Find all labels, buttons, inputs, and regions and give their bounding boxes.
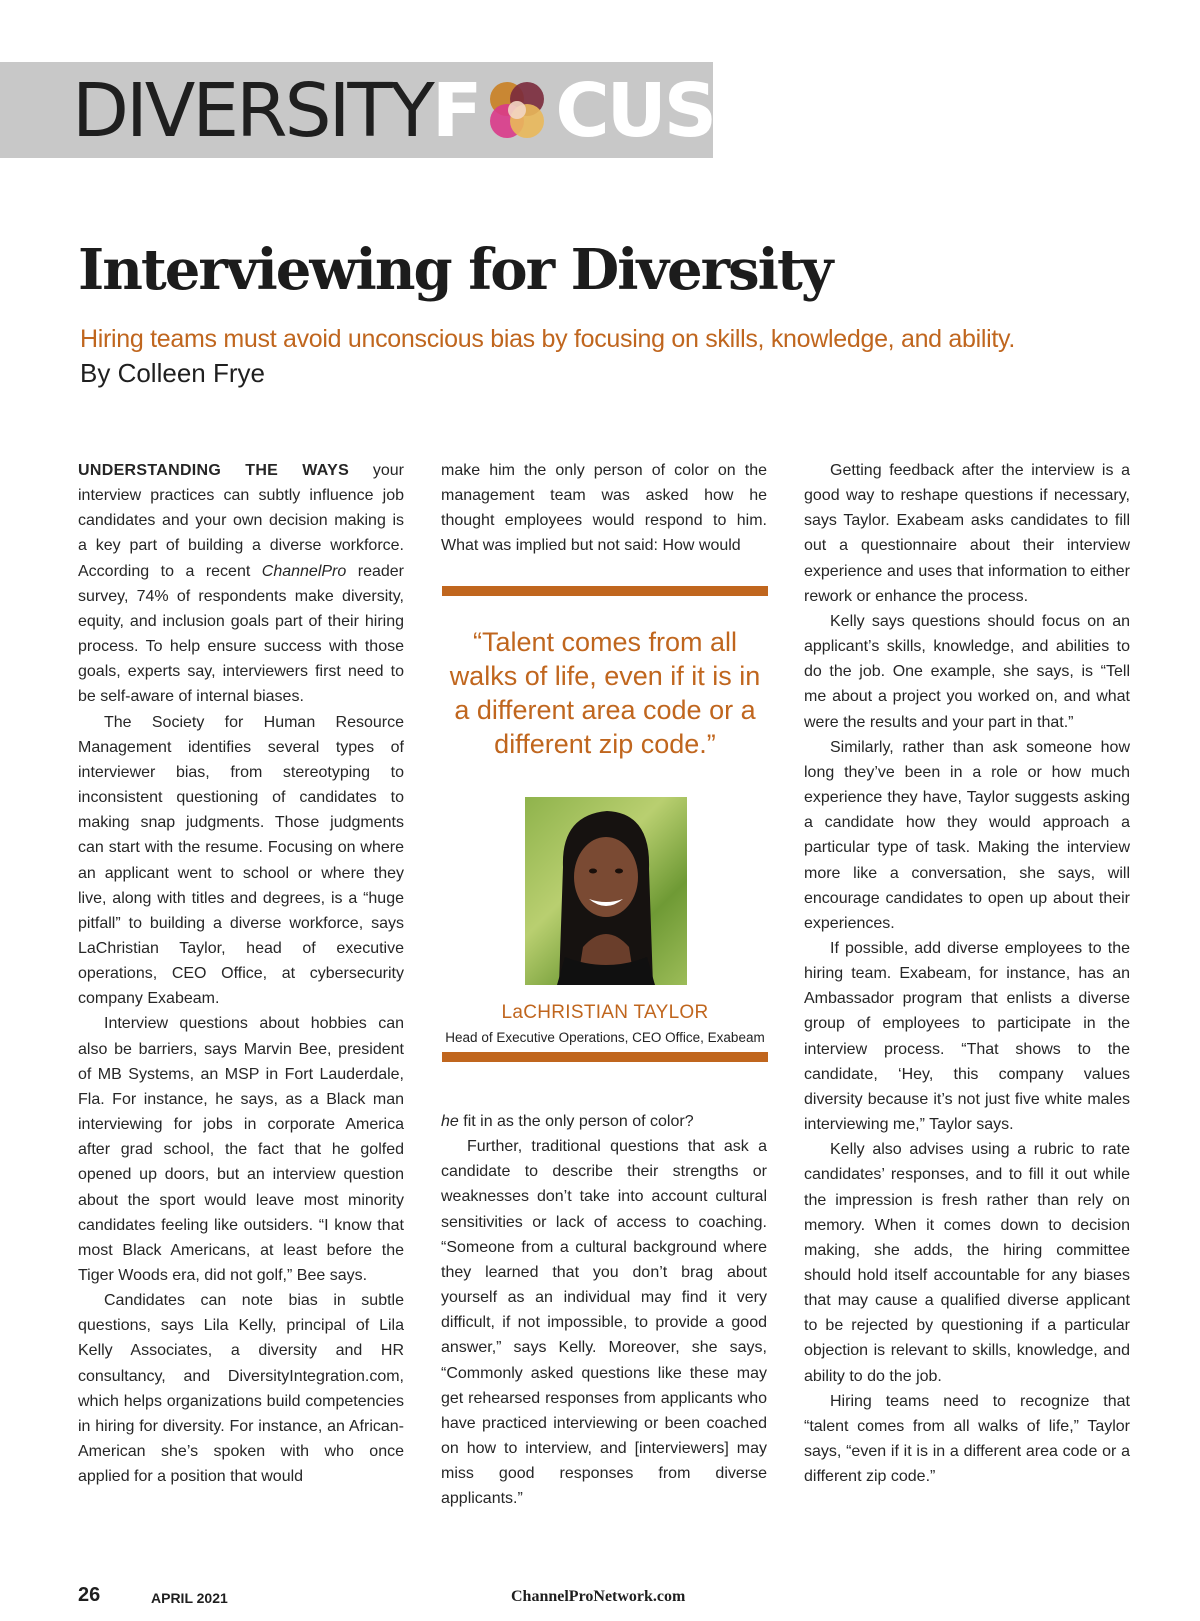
paragraph [441,1109,767,1134]
page-number: 26 [78,1584,101,1606]
paragraph: Hiring teams need to recognize that “talent comes from all walks of life,” Taylor says, “even if it is in a different area code or a different zip code.” [804,1392,1130,1486]
paragraph: Kelly says questions should focus on an applicant’s skills, knowledge, and abilities to do the job. One example, she says, is “Tell me about a project you worked on, and what were the results and your part in that.” [804,612,1130,731]
paragraph: Candidates can note bias in subtle questions, says Lila Kelly, principal of Lila Kelly Associates, a diversity and HR consultancy, and DiversityIntegration.com, which helps organizations build competencies in hiring for diversity. For instance, an African-American she’s spoken with who once applied for a position that would [78,1292,404,1486]
quote-attribution-title: Head of Executive Operations, CEO Office, Exabeam [445,1030,765,1045]
issue-date: APRIL 2021 [151,1590,228,1606]
paragraph: make him the only person of color on the management team was asked how he thought employees would respond to him. What was implied but not said: How would [441,462,767,555]
paragraph: If possible, add diverse employees to the hiring team. Exabeam, for instance, has an Ambassador program that enlists a diverse group of employees to participate in the interview process. “That shows to the candidate, ‘Hey, this company values diversity because it’s not just five white males interviewing me,” Taylor says. [804,939,1130,1134]
paragraph: Kelly also advises using a rubric to rate candidates’ responses, and to fill it out while the impression is fresh rather than rely on memory. When it comes down to decision making, she adds, the hiring committee should hold itself accountable for any biases that may cause a qualified diverse applicant to be rejected by questioning if a particular objection is relevant to skills, knowledge, and ability to do the job. [804,1141,1130,1385]
article-column-2-top [441,458,767,559]
pullquote-bottom-rule [442,1052,768,1062]
paragraph: Interview questions about hobbies can also be barriers, says Marvin Bee, president of MB Systems, an MSP in Fort Lauderdale, Fla. For instance, he says, as a Black man interviewing for jobs in corporate America after grad school, the fact that he golfed opened up doors, but an interview question about the sport would leave most minority candidates feeling like outsiders. “I know that most Black Americans, at least before the Tiger Woods era, did not golf,” Bee says. [78,1015,404,1284]
overlapping-circles-logo-icon [481,75,553,147]
paragraph [78,458,404,710]
paragraph-text: your interview practices can subtly influence job candidates and your own decision making is a key part of building a diverse workforce. According to a recent [78,462,404,580]
article-column-3 [804,458,1130,1489]
article-title: Interviewing for Diversity [78,237,832,303]
article-subtitle: Hiring teams must avoid unconscious bias by focusing on skills, knowledge, and ability. [80,325,1016,353]
emphasis: he [441,1113,459,1130]
magazine-name: ChannelPro [261,562,347,580]
quote-attribution-name: LaCHRISTIAN TAYLOR [501,1002,709,1023]
article-byline: By Colleen Frye [80,358,265,388]
paragraph: Further, traditional questions that ask a candidate to describe their strengths or weaknesses don’t take into account cultural sensitivities or lack of access to coaching. “Someone from a cultural background where they learned that you don’t brag about yourself as an individual may find it very difficult, if not impossible, to provide a good answer,” says Kelly. Moreover, she says, “Commonly asked questions like these may get rehearsed responses from applicants who have practiced interviewing or been coached on how to interview, and [interviewers] may miss good responses from diverse applicants.” [441,1138,767,1508]
pullquote-top-rule [442,586,768,596]
pull-quote: “Talent comes from all walks of life, even if it is in a different area code or a different zip code.” [449,627,761,759]
section-title-part1: DIVERSITY [72,68,432,154]
section-title-part2: F [431,68,480,154]
paragraph: The Society for Human Resource Management identifies several types of interviewer bias, from stereotyping to inconsistent questioning of candidates to making snap judgments. Those judgments can start with the resume. Focusing on where an applicant went to school or where they live, along with titles and degrees, is a “huge pitfall” to building a diverse workforce, says LaChristian Taylor, head of executive operations, CEO Office, at cybersecurity company Exabeam. [78,713,404,1008]
paragraph: Getting feedback after the interview is a good way to reshape questions if necessary, says Taylor. Exabeam asks candidates to fill out a questionnaire about their interview experience and uses that information to either rework or enhance the process. [804,462,1130,605]
article-column-2-bottom [441,1109,767,1512]
lead-in: UNDERSTANDING THE WAYS [78,462,350,479]
paragraph-text: reader survey, 74% of respondents make diversity, equity, and inclusion goals part of their hiring process. To help ensure success with those goals, experts say, interviewers first need to be self-aware of internal biases. [78,562,404,706]
paragraph: Similarly, rather than ask someone how long they’ve been in a role or how much experience they have, Taylor suggests asking a candidate how they would approach a particular type of task. Making the interview more like a conversation, she says, will encourage candidates to open up about their experiences. [804,738,1130,932]
paragraph-text: fit in as the only person of color? [458,1113,694,1130]
section-title [72,66,714,156]
portrait-photo [525,797,687,985]
section-title-part3: CUS [555,68,715,154]
website-url: ChannelProNetwork.com [511,1588,686,1605]
article-column-1 [78,458,404,1489]
